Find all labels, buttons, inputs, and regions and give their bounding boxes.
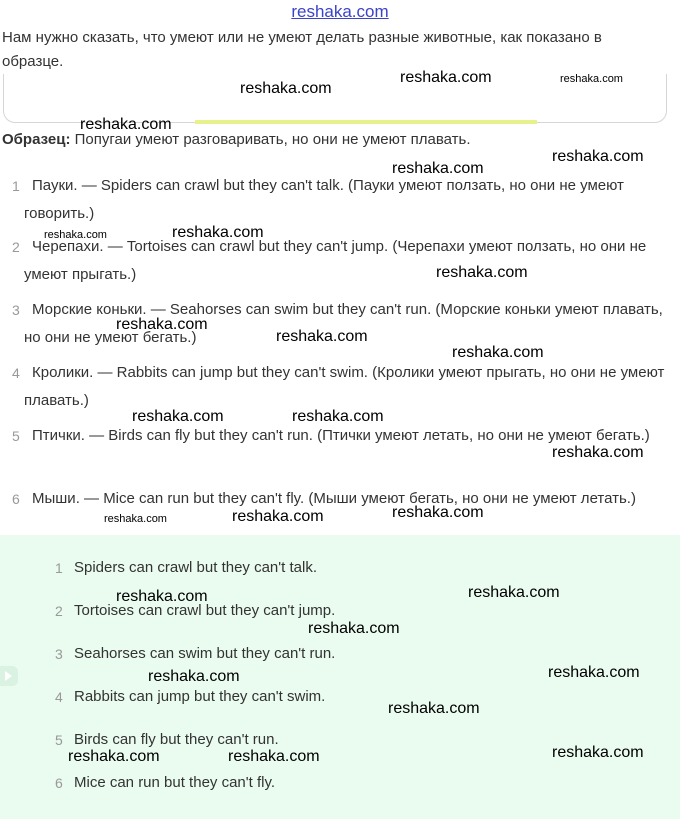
- watermark: reshaka.com: [228, 748, 320, 765]
- play-icon[interactable]: [0, 666, 18, 686]
- watermark: reshaka.com: [548, 664, 640, 681]
- answer-number: 1: [55, 560, 63, 576]
- item-number: 1: [12, 178, 20, 194]
- highlight-bar: [195, 120, 537, 124]
- answer-number: 4: [55, 689, 63, 705]
- watermark: reshaka.com: [552, 444, 644, 461]
- watermark: reshaka.com: [468, 584, 560, 601]
- list-item: [0, 359, 678, 415]
- item-number: 2: [12, 239, 20, 255]
- sample-label: Образец:: [2, 131, 71, 148]
- answer-number: 3: [55, 646, 63, 662]
- watermark: reshaka.com: [80, 116, 172, 133]
- watermark: reshaka.com: [232, 508, 324, 525]
- watermark: reshaka.com: [388, 700, 480, 717]
- item-text: Кролики. — Rabbits can jump but they can't swim. (Кролики умеют прыгать, но они не умеют плавать.): [24, 364, 665, 409]
- answer-text: Rabbits can jump but they can't swim.: [74, 688, 326, 705]
- watermark: reshaka.com: [560, 73, 623, 85]
- watermark: reshaka.com: [104, 513, 167, 525]
- item-text: Птички. — Birds can fly but they can't run. (Птички умеют летать, но они не умеют бегать.): [32, 427, 650, 444]
- watermark: reshaka.com: [308, 620, 400, 637]
- sample-text: Попугаи умеют разговаривать, но они не умеют плавать.: [70, 131, 471, 148]
- watermark: reshaka.com: [552, 744, 644, 761]
- watermark: reshaka.com: [436, 264, 528, 281]
- list-item: [0, 485, 678, 513]
- answer-text: Mice can run but they can't fly.: [74, 774, 276, 791]
- watermark: reshaka.com: [292, 408, 384, 425]
- list-item: [0, 172, 678, 228]
- watermark: reshaka.com: [276, 328, 368, 345]
- item-number: 5: [12, 428, 20, 444]
- watermark: reshaka.com: [552, 148, 644, 165]
- watermark: reshaka.com: [132, 408, 224, 425]
- watermark: reshaka.com: [240, 80, 332, 97]
- watermark: reshaka.com: [172, 224, 264, 241]
- item-number: 3: [12, 302, 20, 318]
- answer-text: Seahorses can swim but they can't run.: [74, 645, 336, 662]
- watermark: reshaka.com: [392, 160, 484, 177]
- item-number: 6: [12, 491, 20, 507]
- watermark: reshaka.com: [400, 69, 492, 86]
- watermark: reshaka.com: [116, 316, 208, 333]
- answer-text: Tortoises can crawl but they can't jump.: [74, 602, 336, 619]
- answer-number: 6: [55, 775, 63, 791]
- item-text: Пауки. — Spiders can crawl but they can't talk. (Пауки умеют ползать, но они не умеют говорить.): [24, 177, 624, 222]
- item-text: Морские коньки. — Seahorses can swim but they can't run. (Морские коньки умеют плавать, но они не умеют бегать.): [24, 301, 663, 346]
- answer-number: 2: [55, 603, 63, 619]
- site-logo[interactable]: reshaka.com: [291, 2, 389, 21]
- task-instructions: Нам нужно сказать, что умеют или не умеют делать разные животные, как показано в образце.: [2, 29, 602, 70]
- answer-text: Spiders can crawl but they can't talk.: [74, 559, 317, 576]
- watermark: reshaka.com: [116, 588, 208, 605]
- answer-text: Birds can fly but they can't run.: [74, 731, 279, 748]
- watermark: reshaka.com: [392, 504, 484, 521]
- answer-number: 5: [55, 732, 63, 748]
- item-number: 4: [12, 365, 20, 381]
- watermark: reshaka.com: [148, 668, 240, 685]
- item-text: Черепахи. — Tortoises can crawl but they can't jump. (Черепахи умеют ползать, но они не умеют прыгать.): [24, 238, 647, 283]
- item-text: Мыши. — Mice can run but they can't fly. (Мыши умеют бегать, но они не умеют летать.): [32, 490, 636, 507]
- list-item: [0, 233, 678, 289]
- watermark: reshaka.com: [452, 344, 544, 361]
- watermark: reshaka.com: [68, 748, 160, 765]
- watermark: reshaka.com: [44, 229, 107, 241]
